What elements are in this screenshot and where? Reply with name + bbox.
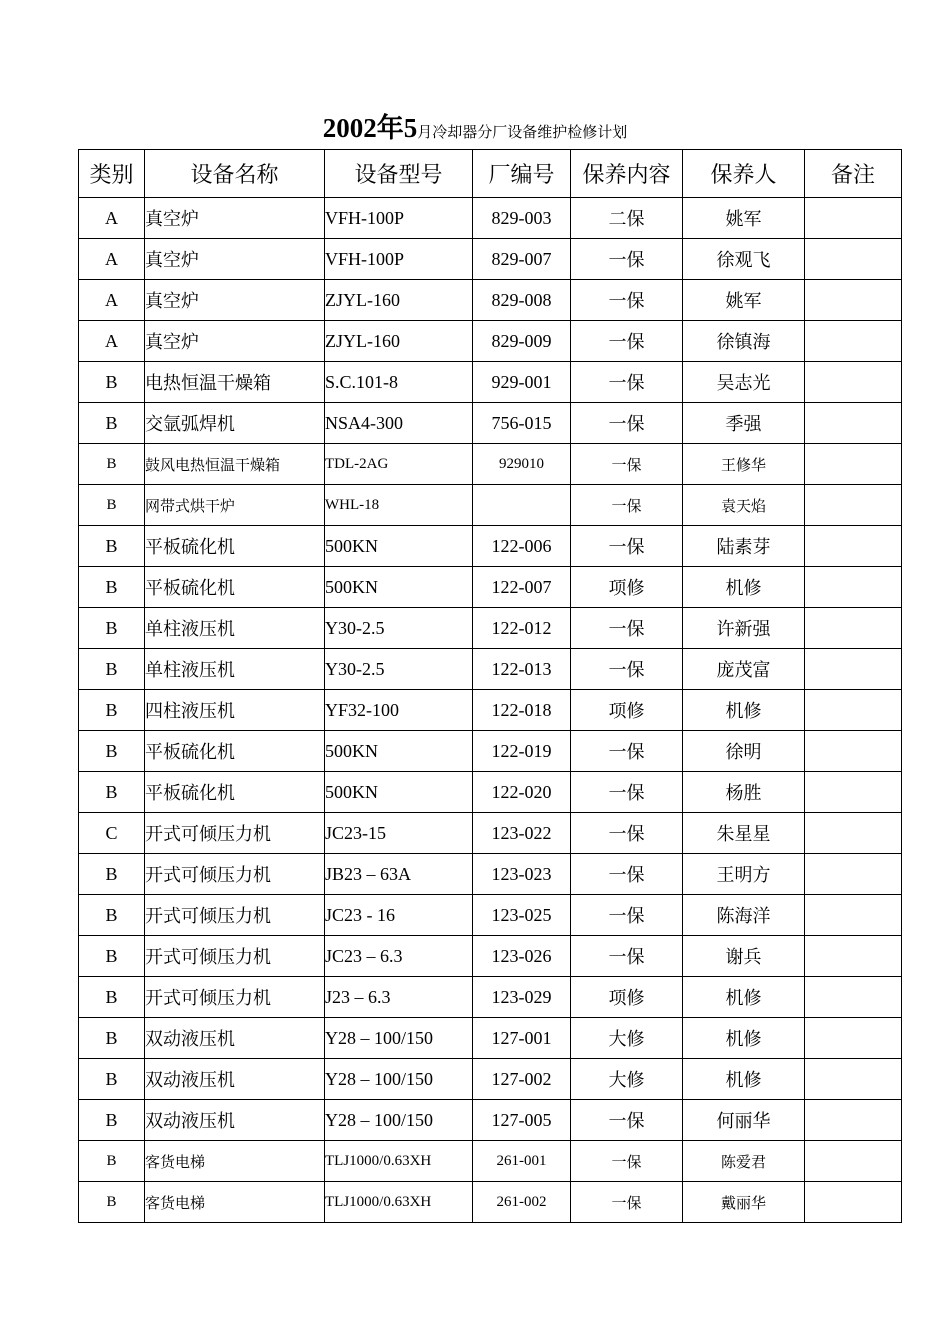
table-row — [79, 977, 902, 1018]
cell-maintenance-content: 二保 — [571, 198, 683, 239]
cell-equipment-name: 客货电梯 — [145, 1141, 325, 1182]
title-year: 2002 — [322, 113, 377, 143]
cell-maintenance-content: 一保 — [571, 731, 683, 772]
table-row — [79, 239, 902, 280]
cell-remarks — [805, 731, 902, 772]
cell-maintenance-content: 项修 — [571, 977, 683, 1018]
cell-maintenance-content: 大修 — [571, 1018, 683, 1059]
cell-equipment-name: 网带式烘干炉 — [145, 485, 325, 526]
cell-maintainer: 姚军 — [683, 198, 805, 239]
cell-remarks — [805, 813, 902, 854]
cell-category: B — [79, 772, 145, 813]
cell-factory-number: 261-002 — [473, 1182, 571, 1223]
cell-maintainer: 吴志光 — [683, 362, 805, 403]
cell-remarks — [805, 936, 902, 977]
cell-maintenance-content: 一保 — [571, 403, 683, 444]
table-row — [79, 731, 902, 772]
cell-factory-number: 929-001 — [473, 362, 571, 403]
cell-category: C — [79, 813, 145, 854]
cell-factory-number: 123-025 — [473, 895, 571, 936]
cell-equipment-model: JC23 - 16 — [325, 895, 473, 936]
cell-category: A — [79, 280, 145, 321]
cell-category: B — [79, 362, 145, 403]
table-row — [79, 362, 902, 403]
cell-maintenance-content: 一保 — [571, 936, 683, 977]
table-row — [79, 1182, 902, 1223]
cell-factory-number: 829-003 — [473, 198, 571, 239]
cell-equipment-model: Y30-2.5 — [325, 608, 473, 649]
table-row — [79, 936, 902, 977]
cell-remarks — [805, 895, 902, 936]
cell-equipment-model: VFH-100P — [325, 198, 473, 239]
cell-maintenance-content: 一保 — [571, 895, 683, 936]
cell-category: B — [79, 608, 145, 649]
cell-maintainer: 王明方 — [683, 854, 805, 895]
header-category: 类别 — [79, 150, 145, 198]
cell-equipment-model: ZJYL-160 — [325, 280, 473, 321]
cell-equipment-name: 平板硫化机 — [145, 526, 325, 567]
cell-equipment-model: VFH-100P — [325, 239, 473, 280]
cell-maintainer: 戴丽华 — [683, 1182, 805, 1223]
cell-equipment-model: TLJ1000/0.63XH — [325, 1182, 473, 1223]
table-row — [79, 198, 902, 239]
cell-equipment-name: 开式可倾压力机 — [145, 977, 325, 1018]
cell-factory-number: 127-002 — [473, 1059, 571, 1100]
table-row — [79, 321, 902, 362]
cell-maintenance-content: 一保 — [571, 239, 683, 280]
cell-maintenance-content: 一保 — [571, 526, 683, 567]
cell-category: A — [79, 239, 145, 280]
cell-equipment-name: 开式可倾压力机 — [145, 854, 325, 895]
cell-maintenance-content: 大修 — [571, 1059, 683, 1100]
title-text: 月冷却器分厂设备维护检修计划 — [417, 125, 628, 141]
cell-category: B — [79, 526, 145, 567]
table-row — [79, 772, 902, 813]
cell-factory-number: 122-007 — [473, 567, 571, 608]
cell-equipment-name: 平板硫化机 — [145, 567, 325, 608]
table-row — [79, 649, 902, 690]
cell-maintenance-content: 一保 — [571, 280, 683, 321]
cell-maintenance-content: 一保 — [571, 1100, 683, 1141]
cell-maintainer: 机修 — [683, 977, 805, 1018]
maintenance-plan-table — [78, 149, 902, 1223]
cell-remarks — [805, 403, 902, 444]
document-title — [0, 106, 950, 145]
table-row — [79, 485, 902, 526]
cell-remarks — [805, 772, 902, 813]
cell-maintainer: 徐镇海 — [683, 321, 805, 362]
table-row — [79, 567, 902, 608]
cell-equipment-name: 平板硫化机 — [145, 772, 325, 813]
cell-factory-number: 929010 — [473, 444, 571, 485]
cell-maintainer: 许新强 — [683, 608, 805, 649]
cell-equipment-model: Y30-2.5 — [325, 649, 473, 690]
cell-remarks — [805, 239, 902, 280]
cell-remarks — [805, 362, 902, 403]
cell-equipment-model: 500KN — [325, 567, 473, 608]
cell-equipment-model: Y28 – 100/150 — [325, 1018, 473, 1059]
cell-equipment-name: 四柱液压机 — [145, 690, 325, 731]
table-row — [79, 1059, 902, 1100]
header-maintainer: 保养人 — [683, 150, 805, 198]
cell-category: B — [79, 1182, 145, 1223]
cell-maintainer: 机修 — [683, 1059, 805, 1100]
table-row — [79, 280, 902, 321]
cell-maintainer: 陈爱君 — [683, 1141, 805, 1182]
cell-remarks — [805, 854, 902, 895]
table-row — [79, 854, 902, 895]
cell-maintainer: 何丽华 — [683, 1100, 805, 1141]
cell-equipment-model: YF32-100 — [325, 690, 473, 731]
cell-category: B — [79, 977, 145, 1018]
cell-equipment-model: Y28 – 100/150 — [325, 1100, 473, 1141]
cell-category: B — [79, 1018, 145, 1059]
cell-equipment-model: 500KN — [325, 526, 473, 567]
cell-factory-number: 123-022 — [473, 813, 571, 854]
cell-remarks — [805, 1059, 902, 1100]
cell-factory-number: 122-020 — [473, 772, 571, 813]
cell-remarks — [805, 485, 902, 526]
title-month: 5 — [403, 113, 418, 143]
cell-category: B — [79, 936, 145, 977]
cell-maintainer: 徐观飞 — [683, 239, 805, 280]
cell-category: B — [79, 485, 145, 526]
cell-maintenance-content: 一保 — [571, 444, 683, 485]
cell-equipment-name: 真空炉 — [145, 280, 325, 321]
header-maintenance-content: 保养内容 — [571, 150, 683, 198]
cell-equipment-model: JB23 – 63A — [325, 854, 473, 895]
cell-remarks — [805, 198, 902, 239]
cell-factory-number: 261-001 — [473, 1141, 571, 1182]
cell-category: B — [79, 567, 145, 608]
cell-factory-number: 123-029 — [473, 977, 571, 1018]
cell-maintenance-content: 一保 — [571, 485, 683, 526]
cell-remarks — [805, 321, 902, 362]
cell-maintainer: 庞茂富 — [683, 649, 805, 690]
cell-equipment-model: ZJYL-160 — [325, 321, 473, 362]
table-row — [79, 403, 902, 444]
table-row — [79, 1100, 902, 1141]
cell-equipment-name: 真空炉 — [145, 198, 325, 239]
cell-equipment-name: 开式可倾压力机 — [145, 936, 325, 977]
cell-equipment-name: 电热恒温干燥箱 — [145, 362, 325, 403]
cell-equipment-name: 鼓风电热恒温干燥箱 — [145, 444, 325, 485]
table-row — [79, 813, 902, 854]
table-row — [79, 690, 902, 731]
cell-maintainer: 陈海洋 — [683, 895, 805, 936]
cell-equipment-name: 开式可倾压力机 — [145, 813, 325, 854]
cell-remarks — [805, 444, 902, 485]
cell-remarks — [805, 526, 902, 567]
table-row — [79, 895, 902, 936]
cell-equipment-model: JC23-15 — [325, 813, 473, 854]
cell-category: B — [79, 1100, 145, 1141]
cell-remarks — [805, 649, 902, 690]
cell-equipment-name: 交氩弧焊机 — [145, 403, 325, 444]
cell-equipment-model: J23 – 6.3 — [325, 977, 473, 1018]
cell-maintenance-content: 一保 — [571, 813, 683, 854]
cell-factory-number: 829-008 — [473, 280, 571, 321]
cell-maintainer: 姚军 — [683, 280, 805, 321]
cell-maintenance-content: 一保 — [571, 854, 683, 895]
cell-category: A — [79, 321, 145, 362]
cell-category: B — [79, 649, 145, 690]
cell-maintainer: 机修 — [683, 1018, 805, 1059]
table-row — [79, 444, 902, 485]
cell-category: B — [79, 731, 145, 772]
cell-remarks — [805, 1141, 902, 1182]
header-equipment-name: 设备名称 — [145, 150, 325, 198]
cell-equipment-model: NSA4-300 — [325, 403, 473, 444]
cell-maintainer: 杨胜 — [683, 772, 805, 813]
cell-category: B — [79, 444, 145, 485]
cell-category: A — [79, 198, 145, 239]
cell-factory-number: 122-018 — [473, 690, 571, 731]
cell-equipment-name: 双动液压机 — [145, 1059, 325, 1100]
table-row — [79, 608, 902, 649]
cell-category: B — [79, 1141, 145, 1182]
cell-maintenance-content: 一保 — [571, 1141, 683, 1182]
cell-equipment-name: 客货电梯 — [145, 1182, 325, 1223]
cell-equipment-model: 500KN — [325, 731, 473, 772]
cell-factory-number: 127-001 — [473, 1018, 571, 1059]
cell-equipment-name: 平板硫化机 — [145, 731, 325, 772]
cell-maintainer: 朱星星 — [683, 813, 805, 854]
cell-maintainer: 徐明 — [683, 731, 805, 772]
cell-equipment-model: JC23 – 6.3 — [325, 936, 473, 977]
cell-maintainer: 陆素芽 — [683, 526, 805, 567]
cell-maintainer: 王修华 — [683, 444, 805, 485]
cell-factory-number: 123-026 — [473, 936, 571, 977]
cell-equipment-name: 单柱液压机 — [145, 649, 325, 690]
cell-category: B — [79, 690, 145, 731]
cell-remarks — [805, 977, 902, 1018]
cell-factory-number: 123-023 — [473, 854, 571, 895]
header-equipment-model: 设备型号 — [325, 150, 473, 198]
cell-factory-number: 829-007 — [473, 239, 571, 280]
cell-maintainer: 机修 — [683, 690, 805, 731]
cell-factory-number: 122-019 — [473, 731, 571, 772]
cell-maintenance-content: 一保 — [571, 321, 683, 362]
cell-remarks — [805, 608, 902, 649]
cell-remarks — [805, 1018, 902, 1059]
cell-maintenance-content: 一保 — [571, 772, 683, 813]
cell-factory-number: 829-009 — [473, 321, 571, 362]
table-header-row — [79, 150, 902, 198]
table-row — [79, 526, 902, 567]
cell-category: B — [79, 895, 145, 936]
cell-maintenance-content: 一保 — [571, 608, 683, 649]
cell-factory-number: 122-012 — [473, 608, 571, 649]
cell-maintainer: 袁天焰 — [683, 485, 805, 526]
cell-factory-number: 122-006 — [473, 526, 571, 567]
cell-category: B — [79, 854, 145, 895]
cell-category: B — [79, 403, 145, 444]
cell-equipment-model: S.C.101-8 — [325, 362, 473, 403]
cell-factory-number: 122-013 — [473, 649, 571, 690]
cell-equipment-model: 500KN — [325, 772, 473, 813]
cell-factory-number: 756-015 — [473, 403, 571, 444]
cell-maintenance-content: 一保 — [571, 1182, 683, 1223]
cell-equipment-name: 双动液压机 — [145, 1018, 325, 1059]
cell-equipment-name: 单柱液压机 — [145, 608, 325, 649]
cell-factory-number: 127-005 — [473, 1100, 571, 1141]
cell-remarks — [805, 1100, 902, 1141]
cell-maintenance-content: 项修 — [571, 567, 683, 608]
cell-equipment-model: Y28 – 100/150 — [325, 1059, 473, 1100]
cell-equipment-name: 双动液压机 — [145, 1100, 325, 1141]
cell-maintenance-content: 项修 — [571, 690, 683, 731]
cell-maintainer: 机修 — [683, 567, 805, 608]
title-year-char: 年 — [376, 113, 404, 143]
cell-equipment-name: 真空炉 — [145, 321, 325, 362]
cell-maintainer: 谢兵 — [683, 936, 805, 977]
cell-maintenance-content: 一保 — [571, 649, 683, 690]
header-remarks: 备注 — [805, 150, 902, 198]
cell-equipment-model: TDL-2AG — [325, 444, 473, 485]
cell-remarks — [805, 690, 902, 731]
cell-remarks — [805, 1182, 902, 1223]
table-row — [79, 1141, 902, 1182]
cell-remarks — [805, 567, 902, 608]
cell-category: B — [79, 1059, 145, 1100]
table-row — [79, 1018, 902, 1059]
cell-factory-number — [473, 485, 571, 526]
cell-equipment-model: TLJ1000/0.63XH — [325, 1141, 473, 1182]
cell-equipment-name: 真空炉 — [145, 239, 325, 280]
cell-equipment-model: WHL-18 — [325, 485, 473, 526]
header-factory-number: 厂编号 — [473, 150, 571, 198]
cell-remarks — [805, 280, 902, 321]
cell-equipment-name: 开式可倾压力机 — [145, 895, 325, 936]
cell-maintainer: 季强 — [683, 403, 805, 444]
cell-maintenance-content: 一保 — [571, 362, 683, 403]
